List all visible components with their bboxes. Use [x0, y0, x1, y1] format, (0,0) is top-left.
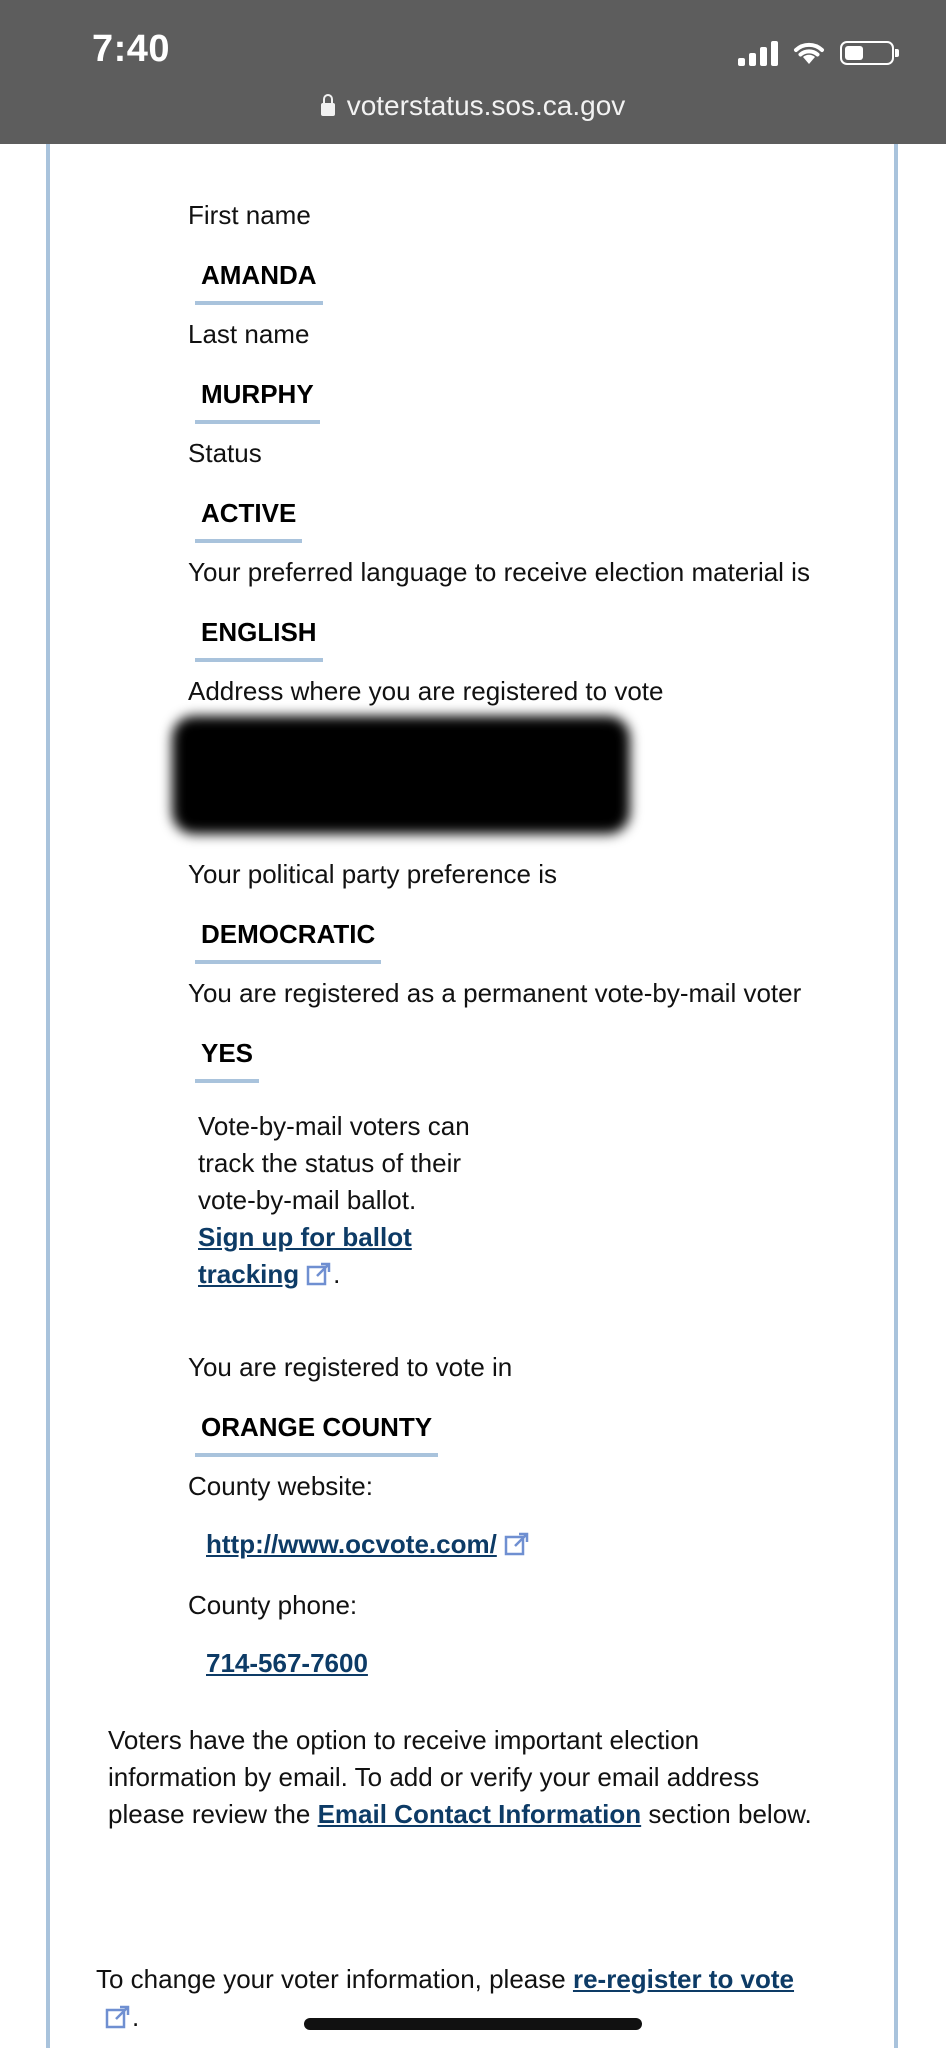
language-label: Your preferred language to receive election material is: [188, 557, 810, 587]
wifi-icon: [792, 40, 826, 66]
vbm-note-line: vote-by-mail ballot.: [198, 1185, 417, 1215]
email-note-text: Voters have the option to receive important election information by email. To add or verify your email address please review the: [108, 1725, 760, 1829]
ballot-tracking-link-line1[interactable]: Sign up for ballot: [198, 1222, 412, 1252]
email-contact-info-link[interactable]: Email Contact Information: [317, 1799, 642, 1829]
last-name-value: MURPHY: [195, 379, 320, 424]
vbm-value: YES: [195, 1038, 259, 1083]
redacted-address: [172, 716, 630, 834]
email-note-text-after: section below.: [648, 1799, 812, 1829]
period: .: [132, 2002, 140, 2032]
url-text: voterstatus.sos.ca.gov: [346, 90, 626, 121]
content-border-left: [46, 144, 50, 2048]
url-bar[interactable]: [0, 90, 946, 122]
status-label: Status: [188, 438, 262, 468]
status-time: 7:40: [92, 28, 171, 70]
lock-icon: [321, 103, 335, 116]
cellular-signal-icon: [738, 40, 778, 66]
vbm-label: You are registered as a permanent vote-by-mail voter: [188, 978, 802, 1008]
party-label: Your political party preference is: [188, 859, 558, 889]
county-phone-label: County phone:: [188, 1590, 358, 1620]
last-name-label: Last name: [188, 319, 310, 349]
ballot-tracking-link[interactable]: tracking: [198, 1259, 300, 1289]
county-phone-link[interactable]: 714-567-7600: [206, 1648, 368, 1678]
change-note-text: To change your voter information, please: [96, 1964, 566, 1994]
party-value: DEMOCRATIC: [195, 919, 381, 964]
first-name-label: First name: [188, 200, 311, 230]
period: .: [333, 1259, 341, 1289]
home-indicator[interactable]: [304, 2018, 642, 2030]
county-label: You are registered to vote in: [188, 1352, 513, 1382]
county-value: ORANGE COUNTY: [195, 1412, 438, 1457]
external-link-icon[interactable]: [305, 1260, 333, 1288]
vbm-note-line: Vote-by-mail voters can: [198, 1111, 470, 1141]
browser-top-bar: [0, 0, 946, 144]
ballot-tracking-note: [198, 1108, 518, 1293]
vbm-note-line: track the status of their: [198, 1148, 462, 1178]
status-value: ACTIVE: [195, 498, 302, 543]
email-info-paragraph: [108, 1722, 828, 1833]
county-website-link[interactable]: http://www.ocvote.com/: [206, 1529, 497, 1559]
external-link-icon[interactable]: [503, 1530, 531, 1558]
language-value: ENGLISH: [195, 617, 323, 662]
first-name-value: AMANDA: [195, 260, 323, 305]
status-icons: [738, 36, 894, 70]
re-register-link[interactable]: re-register to vote: [572, 1964, 795, 1994]
content-border-right: [894, 144, 898, 2048]
battery-icon: [840, 41, 894, 65]
external-link-icon[interactable]: [104, 2003, 132, 2031]
county-website-label: County website:: [188, 1471, 373, 1501]
address-label: Address where you are registered to vote: [188, 676, 664, 706]
